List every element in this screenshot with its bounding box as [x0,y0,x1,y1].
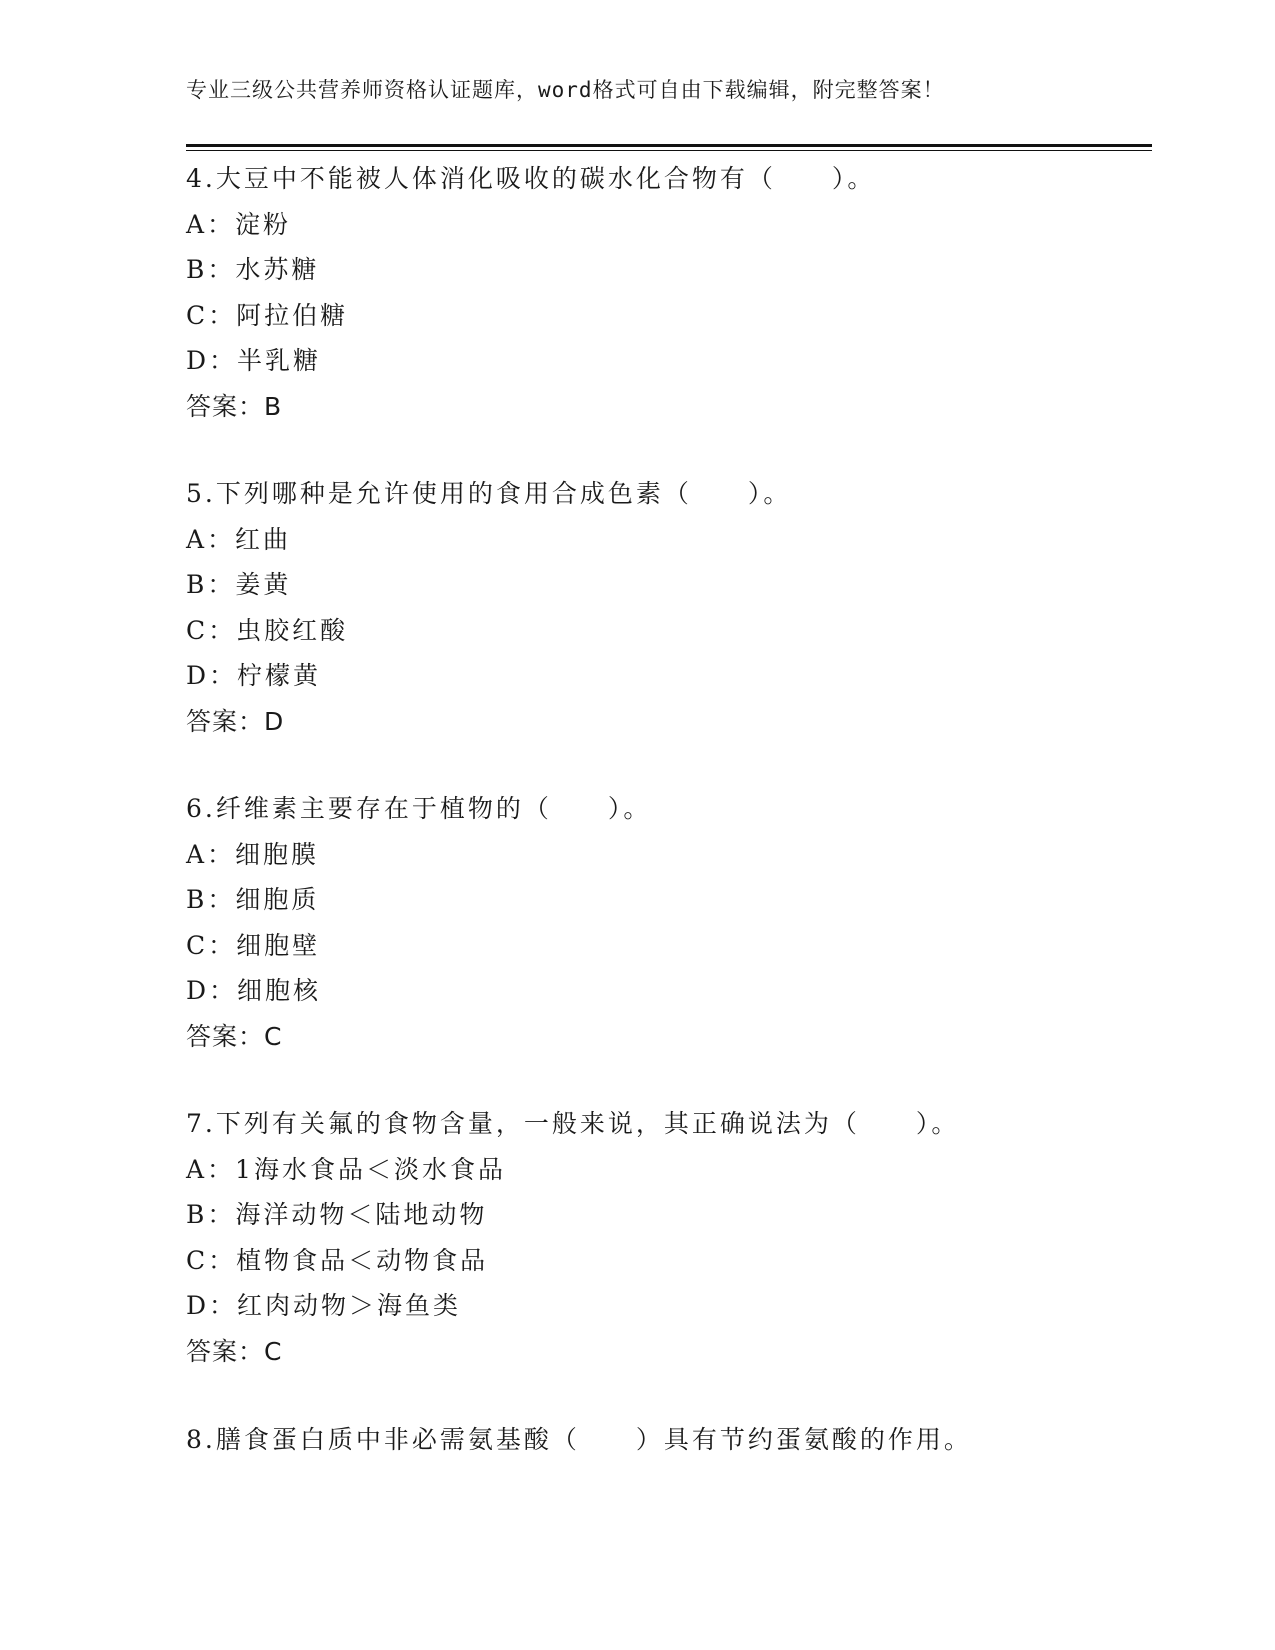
question-stem: 7.下列有关氟的食物含量，一般来说，其正确说法为（ ）。 [186,1109,960,1138]
option-d: D：柠檬黄 [186,661,322,690]
option-d: D：半乳糖 [186,346,322,375]
question-stem: 8.膳食蛋白质中非必需氨基酸（ ）具有节约蛋氨酸的作用。 [186,1425,972,1454]
option-c: C：植物食品＜动物食品 [186,1245,489,1275]
option-a: A：淀粉 [186,209,292,239]
question-stem: 6.纤维素主要存在于植物的（ ）。 [186,794,652,823]
header-rule-thin [186,150,1152,151]
option-b: B：细胞质 [186,885,320,914]
option-b: B：水苏糖 [186,255,320,284]
answer: 答案：C [186,1336,283,1366]
option-b: B：姜黄 [186,570,292,599]
option-a: A：细胞膜 [186,839,320,869]
option-a: A：1海水食品＜淡水食品 [186,1154,506,1184]
option-c: C：细胞壁 [186,930,321,960]
option-c: C：阿拉伯糖 [186,300,349,330]
answer: 答案：B [186,391,283,421]
question-stem: 4.大豆中不能被人体消化吸收的碳水化合物有（ ）。 [186,164,876,193]
question-6 [186,786,1152,1059]
question-4 [186,156,1152,429]
question-7 [186,1101,1152,1374]
question-8 [186,1417,1152,1463]
question-5 [186,471,1152,744]
option-c: C：虫胶红酸 [186,615,349,645]
option-b: B：海洋动物＜陆地动物 [186,1200,488,1229]
option-a: A：红曲 [186,524,292,554]
answer: 答案：C [186,1021,283,1051]
header-rule-thick [186,144,1152,147]
option-d: D：红肉动物＞海鱼类 [186,1291,462,1320]
question-stem: 5.下列哪种是允许使用的食用合成色素（ ）。 [186,479,792,508]
answer: 答案：D [186,706,285,736]
option-d: D：细胞核 [186,976,322,1005]
page-header: 专业三级公共营养师资格认证题库，word格式可自由下载编辑，附完整答案！ [186,78,945,102]
